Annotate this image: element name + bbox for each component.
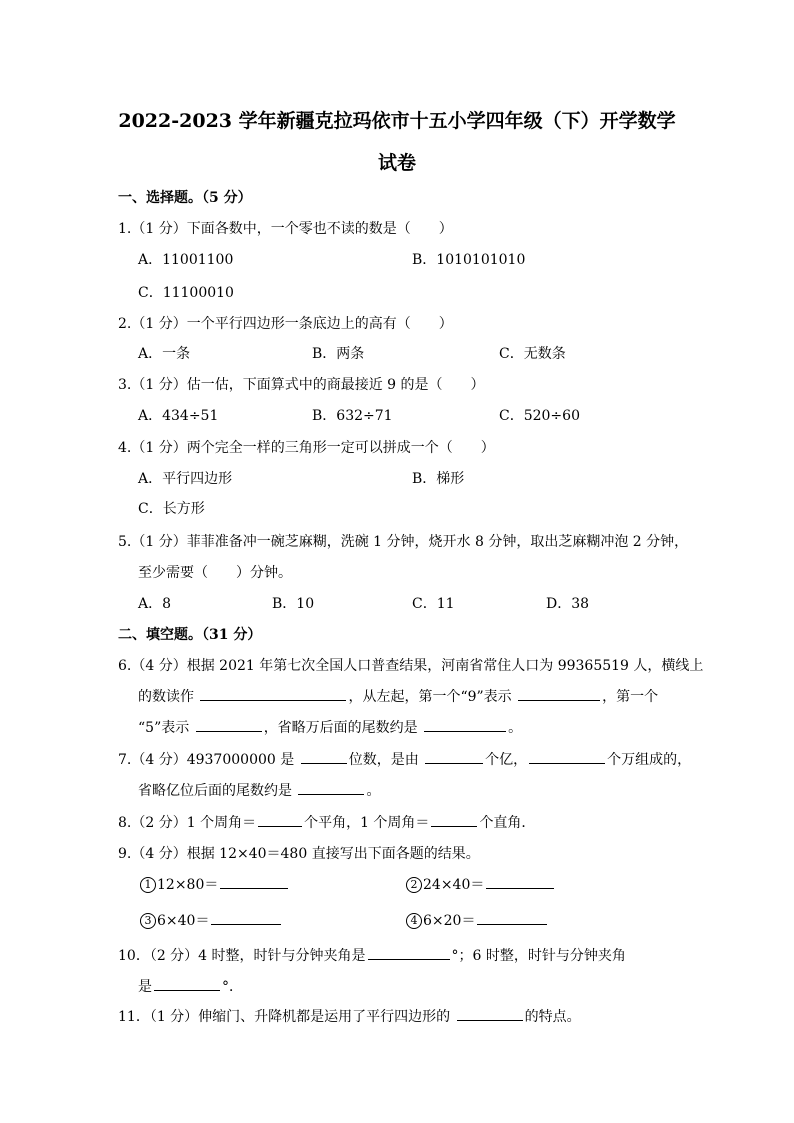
q6-line1: 6.（4 分）根据 2021 年第七次全国人口普查结果，河南省常住人口为 99365519 人，横线上 [118, 658, 704, 674]
q7-text-d: 个万组成的， [607, 752, 692, 768]
q2-option-b: B．两条 [312, 346, 365, 362]
q4-option-b: B．梯形 [412, 471, 465, 487]
exam-title-line2: 试卷 [377, 152, 416, 174]
q9-stem: 9.（4 分）根据 12×40＝480 直接写出下面各题的结果。 [118, 846, 480, 862]
q9-number-2: 2 [406, 877, 422, 893]
q7-blank-wan[interactable] [529, 750, 605, 764]
q9-expr-4: 6×20＝ [423, 913, 476, 929]
q6-text-a: 的数读作 [138, 689, 194, 705]
q8-blank-right[interactable] [431, 813, 477, 827]
q10-text-d: °． [222, 979, 243, 995]
q9-expr-1: 12×80＝ [157, 877, 219, 893]
q6-line3 [138, 717, 522, 737]
q4-stem: 4.（1 分）两个完全一样的三角形一定可以拼成一个（ ） [118, 440, 495, 456]
q9-number-4: 4 [406, 913, 422, 929]
q10-text-b: °；6 时整，时针与分钟夹角 [451, 948, 626, 964]
q8-line [118, 812, 535, 832]
q11-blank-property[interactable] [457, 1007, 523, 1021]
q9-number-1: 1 [140, 877, 156, 893]
q9-item-4 [406, 910, 549, 930]
q5-stem-line1: 5.（1 分）菲菲准备冲一碗芝麻糊，洗碗 1 分钟，烧开水 8 分钟，取出芝麻糊冲泡 2 分钟， [118, 534, 689, 550]
q7-blank-approx[interactable] [298, 781, 364, 795]
q9-item-3 [140, 910, 283, 930]
q5-option-d: D．38 [546, 596, 590, 612]
q6-line2 [138, 686, 658, 706]
q9-blank-2[interactable] [486, 875, 554, 889]
q7-text-c: 个亿， [485, 752, 528, 768]
q3-option-b: B．632÷71 [312, 408, 393, 424]
section2-heading: 二、填空题。（31 分） [118, 627, 262, 643]
q7-text-a: 7.（4 分）4937000000 是 [118, 752, 295, 768]
q1-option-a: A．11001100 [138, 252, 234, 268]
q10-text-c: 是 [138, 979, 152, 995]
q6-text-e: ，省略万后面的尾数约是 [263, 720, 418, 736]
q8-text-c: 个直角． [479, 815, 536, 831]
q4-option-a: A．平行四边形 [138, 471, 233, 487]
q11-text-a: 11．（1 分）伸缩门、升降机都是运用了平行四边形的 [118, 1009, 451, 1025]
q9-item-1 [140, 874, 290, 894]
q7-text-e: 省略亿位后面的尾数约是 [138, 783, 292, 799]
q8-blank-straight[interactable] [258, 813, 302, 827]
q7-line2 [138, 780, 380, 800]
q7-text-f: 。 [366, 783, 381, 799]
q3-stem: 3.（1 分）估一估，下面算式中的商最接近 9 的是（ ） [118, 377, 485, 393]
q7-blank-digits[interactable] [301, 750, 347, 764]
q7-text-b: 位数，是由 [348, 752, 419, 768]
q6-text-b: ，从左起，第一个“9”表示 [348, 689, 512, 705]
q9-item-2 [406, 874, 556, 894]
q6-blank-reading[interactable] [200, 687, 346, 701]
q6-blank-approx[interactable] [424, 718, 506, 732]
q4-option-c: C．长方形 [138, 501, 205, 517]
q9-expr-2: 24×40＝ [423, 877, 485, 893]
q11-line [118, 1006, 581, 1026]
exam-title-line1: 2022-2023 学年新疆克拉玛依市十五小学四年级（下）开学数学 [118, 110, 676, 132]
q5-option-a: A．8 [138, 596, 172, 612]
q6-blank-first-5[interactable] [196, 718, 262, 732]
q9-blank-4[interactable] [477, 911, 547, 925]
q5-stem-line2: 至少需要（ ）分钟。 [138, 565, 292, 581]
q10-line2 [138, 976, 243, 996]
q8-text-b: 个平角，1 个周角＝ [304, 815, 430, 831]
q2-stem: 2.（1 分）一个平行四边形一条底边上的高有（ ） [118, 316, 453, 332]
q11-text-b: 的特点。 [524, 1009, 581, 1025]
q9-blank-1[interactable] [220, 875, 288, 889]
q6-text-c: ，第一个 [602, 689, 659, 705]
q2-option-c: C．无数条 [499, 346, 566, 362]
q1-stem: 1.（1 分）下面各数中，一个零也不读的数是（ ） [118, 221, 453, 237]
q5-option-c: C．11 [412, 596, 455, 612]
q6-text-d: “5”表示 [138, 720, 190, 736]
q7-line1 [118, 749, 691, 769]
q1-option-b: B．1010101010 [412, 252, 526, 268]
q8-text-a: 8.（2 分）1 个周角＝ [118, 815, 257, 831]
q9-number-3: 3 [140, 913, 156, 929]
q6-blank-first-9[interactable] [518, 687, 600, 701]
q10-text-a: 10．（2 分）4 时整，时针与分钟夹角是 [118, 948, 366, 964]
q1-option-c: C．11100010 [138, 285, 234, 301]
q3-option-c: C．520÷60 [499, 408, 580, 424]
q10-blank-4oclock[interactable] [368, 946, 450, 960]
q10-line1 [118, 945, 626, 965]
q9-blank-3[interactable] [211, 911, 281, 925]
q5-option-b: B．10 [272, 596, 315, 612]
q10-blank-6oclock[interactable] [154, 977, 220, 991]
q7-blank-yi[interactable] [425, 750, 483, 764]
q9-expr-3: 6×40＝ [157, 913, 210, 929]
q2-option-a: A．一条 [138, 346, 191, 362]
q3-option-a: A．434÷51 [138, 408, 219, 424]
q6-text-f: 。 [508, 720, 523, 736]
section1-heading: 一、选择题。（5 分） [118, 190, 252, 206]
